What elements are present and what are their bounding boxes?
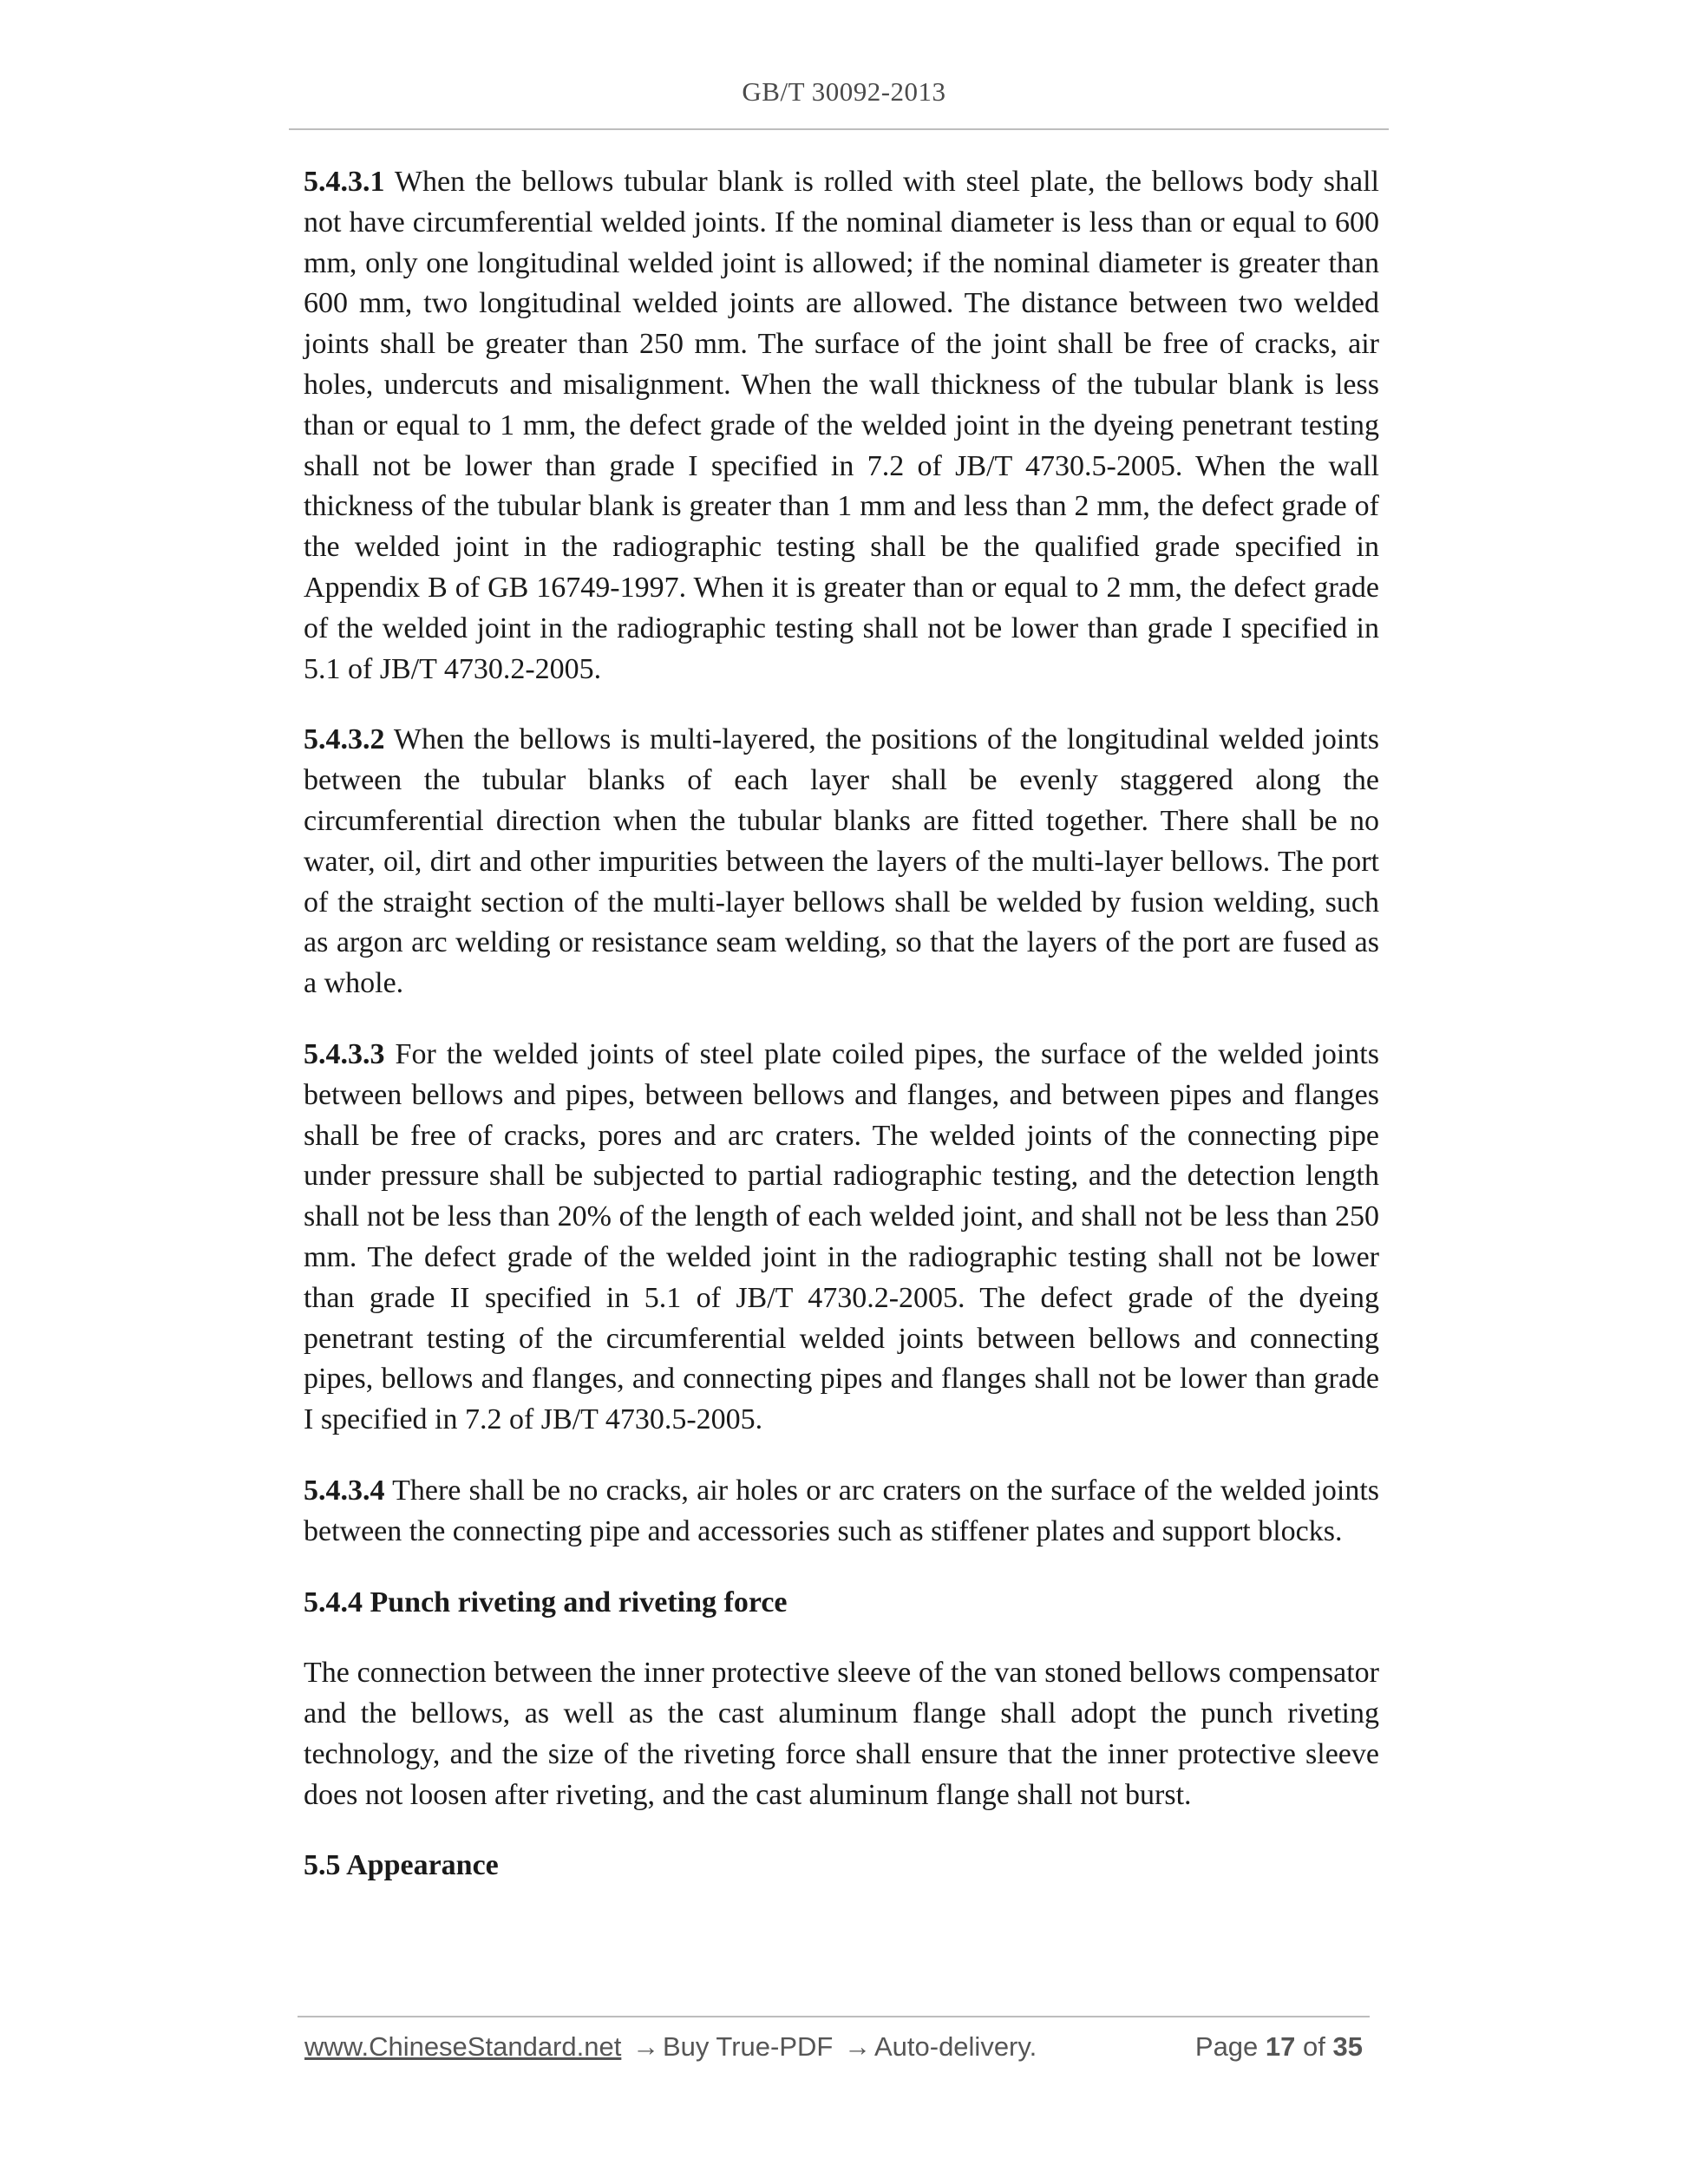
clause-text: There shall be no cracks, air holes or arc craters on the surface of the welded joints between the connecting pipe and accessories such as stiffener plates and support blocks. — [304, 1474, 1379, 1547]
clause-text: For the welded joints of steel plate coiled pipes, the surface of the welded joints between bellows and pipes, between bellows and flanges, and between pipes and flanges shall be free of cracks, pores and arc craters. The welded joints of the connecting pipe under pressure shall be subjected to partial radiographic testing, and the detection length shall not be less than 20% of the length of each welded joint, and shall not be less than 250 mm. The defect grade of the welded joint in the radiographic testing shall not be lower than grade II specified in 5.1 of JB/T 4730.2-2005. The defect grade of the dyeing penetrant testing of the circumferential welded joints between bellows and connecting pipes, bellows and flanges, and connecting pipes and flanges shall not be lower than grade I specified in 7.2 of JB/T 4730.5-2005. — [304, 1037, 1379, 1436]
document-header-title: GB/T 30092-2013 — [742, 76, 946, 107]
clause-text: When the bellows is multi-layered, the positions of the longitudinal welded joints between the tubular blanks of each layer shall be evenly staggered along the circumferential direction when the tubular blanks are fitted together. There shall be no water, oil, dirt and other impurities between the layers of the multi-layer bellows. The port of the straight section of the multi-layer bellows shall be welded by fusion welding, such as argon arc welding or resistance seam welding, so that the layers of the port are fused as a whole. — [304, 723, 1379, 1000]
page-indicator — [1195, 2031, 1363, 2063]
clause-5-4-3-1 — [304, 162, 1379, 690]
right-arrow-icon: → — [843, 2031, 871, 2062]
header-divider — [289, 128, 1389, 130]
clause-5-4-3-4 — [304, 1471, 1379, 1553]
right-arrow-icon: → — [631, 2031, 659, 2062]
of-label: of — [1303, 2031, 1325, 2062]
clause-number: 5.4.3.1 — [304, 166, 385, 198]
document-body — [304, 162, 1379, 1917]
clause-5-4-3-3 — [304, 1035, 1379, 1441]
clause-number: 5.4.3.4 — [304, 1474, 385, 1507]
section-heading-5-5: 5.5 Appearance — [304, 1849, 499, 1882]
clause-number: 5.4.3.2 — [304, 723, 385, 756]
auto-delivery-text: Auto-delivery. — [873, 2031, 1037, 2062]
buy-pdf-text: Buy True-PDF — [662, 2031, 834, 2062]
website-link[interactable]: www.ChineseStandard.net — [304, 2031, 622, 2062]
section-heading-5-4-4: 5.4.4 Punch riveting and riveting force — [304, 1586, 788, 1618]
clause-number: 5.4.3.3 — [304, 1037, 385, 1070]
total-pages-number: 35 — [1332, 2031, 1363, 2062]
footer-left — [304, 2031, 1037, 2063]
clause-5-4-4-body: The connection between the inner protective sleeve of the van stoned bellows compensator and the bellows, as well as the cast aluminum flange shall adopt the punch riveting technology, and the size of the riveting force shall ensure that the inner protective sleeve does not loosen after riveting, and the cast aluminum flange shall not burst. — [304, 1657, 1379, 1811]
current-page-number: 17 — [1265, 2031, 1296, 2062]
clause-5-4-3-2 — [304, 720, 1379, 1004]
clause-text: When the bellows tubular blank is rolled with steel plate, the bellows body shall not have circumferential welded joints. If the nominal diameter is less than or equal to 600 mm, only one longitudinal welded joint is allowed; if the nominal diameter is greater than 600 mm, two longitudinal welded joints are allowed. The distance between two welded joints shall be greater than 250 mm. The surface of the joint shall be free of cracks, air holes, undercuts and misalignment. When the wall thickness of the tubular blank is less than or equal to 1 mm, the defect grade of the welded joint in the dyeing penetrant testing shall not be lower than grade I specified in 7.2 of JB/T 4730.5-2005. When the wall thickness of the tubular blank is greater than 1 mm and less than 2 mm, the defect grade of the welded joint in the radiographic testing shall be the qualified grade specified in Appendix B of GB 16749-1997. When it is greater than or equal to 2 mm, the defect grade of the welded joint in the radiographic testing shall not be lower than grade I specified in 5.1 of JB/T 4730.2-2005. — [304, 166, 1379, 685]
footer-divider — [298, 2016, 1370, 2017]
page-label: Page — [1194, 2031, 1259, 2062]
